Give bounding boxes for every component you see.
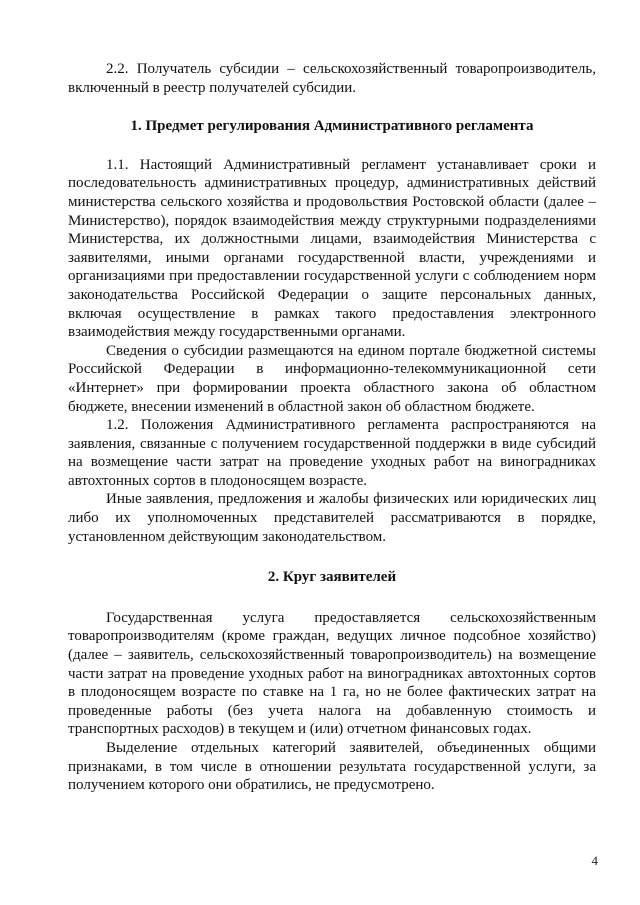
paragraph-service-recipients: Государственная услуга предоставляется сельскохозяйственным товаропроизводителям (кроме граждан, ведущих личное подсобное хозяйство) (далее – заявитель, сельскохозяйственный товаропроизводитель) на возмещение части затрат на проведение уходных работ на виноградниках автохтонных сортов в плодоносящем возрасте по ставке на 1 га, но не более фактических затрат на проведенные работы (без учета налога на добавленную стоимость и транспортных расходов) в текущем и (или) отчетном финансовых годах.	[68, 609, 596, 738]
paragraph-other-applications: Иные заявления, предложения и жалобы физических или юридических лиц либо их уполномоченных представителей рассматриваются в порядке, установленном действующим законодательством.	[68, 491, 596, 545]
document-page	[68, 60, 596, 795]
section-heading-2: 2. Круг заявителей	[267, 569, 397, 586]
paragraph-subsidy-info: Сведения о субсидии размещаются на едином портале бюджетной системы Российской Федерации в информационно-телекоммуникационной сети «Интернет» при формировании проекта областного закона об областном бюджете, внесении изменений в областной закон об областном бюджете.	[68, 342, 596, 415]
paragraph-1-2: 1.2. Положения Административного регламента распространяются на заявления, связанные с получением государственной поддержки в виде субсидий на возмещение части затрат на проведение уходных работ на виноградниках автохтонных сортов в плодоносящем возрасте.	[68, 417, 596, 489]
paragraph-1-1: 1.1. Настоящий Административный регламент устанавливает сроки и последовательность административных процедур, административных действий министерства сельского хозяйства и продовольствия Ростовской области (далее – Министерство), порядок взаимодействия между структурными подразделениями Министерства, их должностными лицами, взаимодействия Министерства с заявителями, иными органами государственной власти, учреждениями и организациями при предоставлении государственной услуги с соблюдением норм законодательства Российской Федерации о защите персональных данных, включая осуществление в рамках такого предоставления электронного взаимодействия между государственными органами.	[68, 156, 596, 341]
paragraph-applicant-categories: Выделение отдельных категорий заявителей, объединенных общими признаками, в том числе в отношении результата государственной услуги, за получением которого они обратились, не предусмотрено.	[68, 740, 596, 794]
paragraph-2-2: 2.2. Получатель субсидии – сельскохозяйственный товаропроизводитель, включенный в реестр получателей субсидии.	[68, 61, 596, 96]
page-number: 4	[591, 853, 598, 868]
section-heading-1: 1. Предмет регулирования Административного регламента	[130, 118, 534, 135]
